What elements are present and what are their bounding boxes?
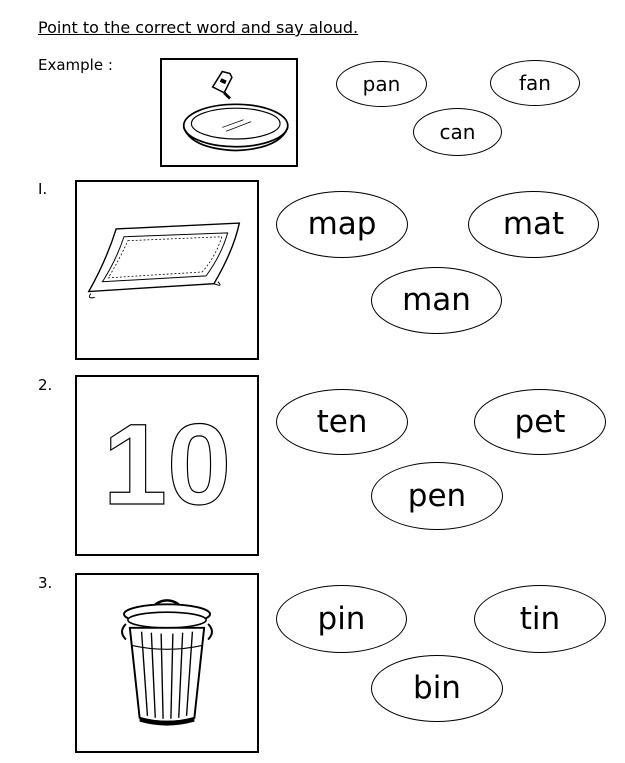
mat-icon	[77, 182, 257, 358]
example-label: Example :	[38, 56, 113, 74]
frying-pan-icon	[162, 60, 296, 165]
question-1-number: I.	[38, 180, 48, 198]
example-picture-frame	[160, 58, 298, 167]
question-3-word-option[interactable]: tin	[474, 585, 606, 653]
example-word-option[interactable]: pan	[336, 61, 427, 107]
example-word-option[interactable]: can	[413, 108, 502, 156]
question-2-word-option[interactable]: pen	[371, 462, 503, 530]
number-ten-icon	[77, 377, 257, 554]
trash-bin-icon	[77, 575, 257, 751]
question-2-picture-frame	[75, 375, 259, 556]
question-3-number: 3.	[38, 574, 53, 592]
worksheet-instruction: Point to the correct word and say aloud.	[38, 18, 359, 37]
question-3-word-option[interactable]: pin	[276, 585, 407, 653]
question-1-word-option[interactable]: map	[276, 191, 408, 258]
question-2-word-option[interactable]: pet	[474, 389, 606, 455]
question-1-picture-frame	[75, 180, 259, 360]
example-word-option[interactable]: fan	[490, 60, 580, 106]
question-2-word-option[interactable]: ten	[276, 389, 408, 455]
question-2-number: 2.	[38, 376, 53, 394]
svg-text:10: 10	[102, 401, 232, 530]
question-3-word-option[interactable]: bin	[371, 655, 503, 722]
question-1-word-option[interactable]: mat	[468, 191, 599, 258]
question-1-word-option[interactable]: man	[371, 267, 502, 334]
question-3-picture-frame	[75, 573, 259, 753]
